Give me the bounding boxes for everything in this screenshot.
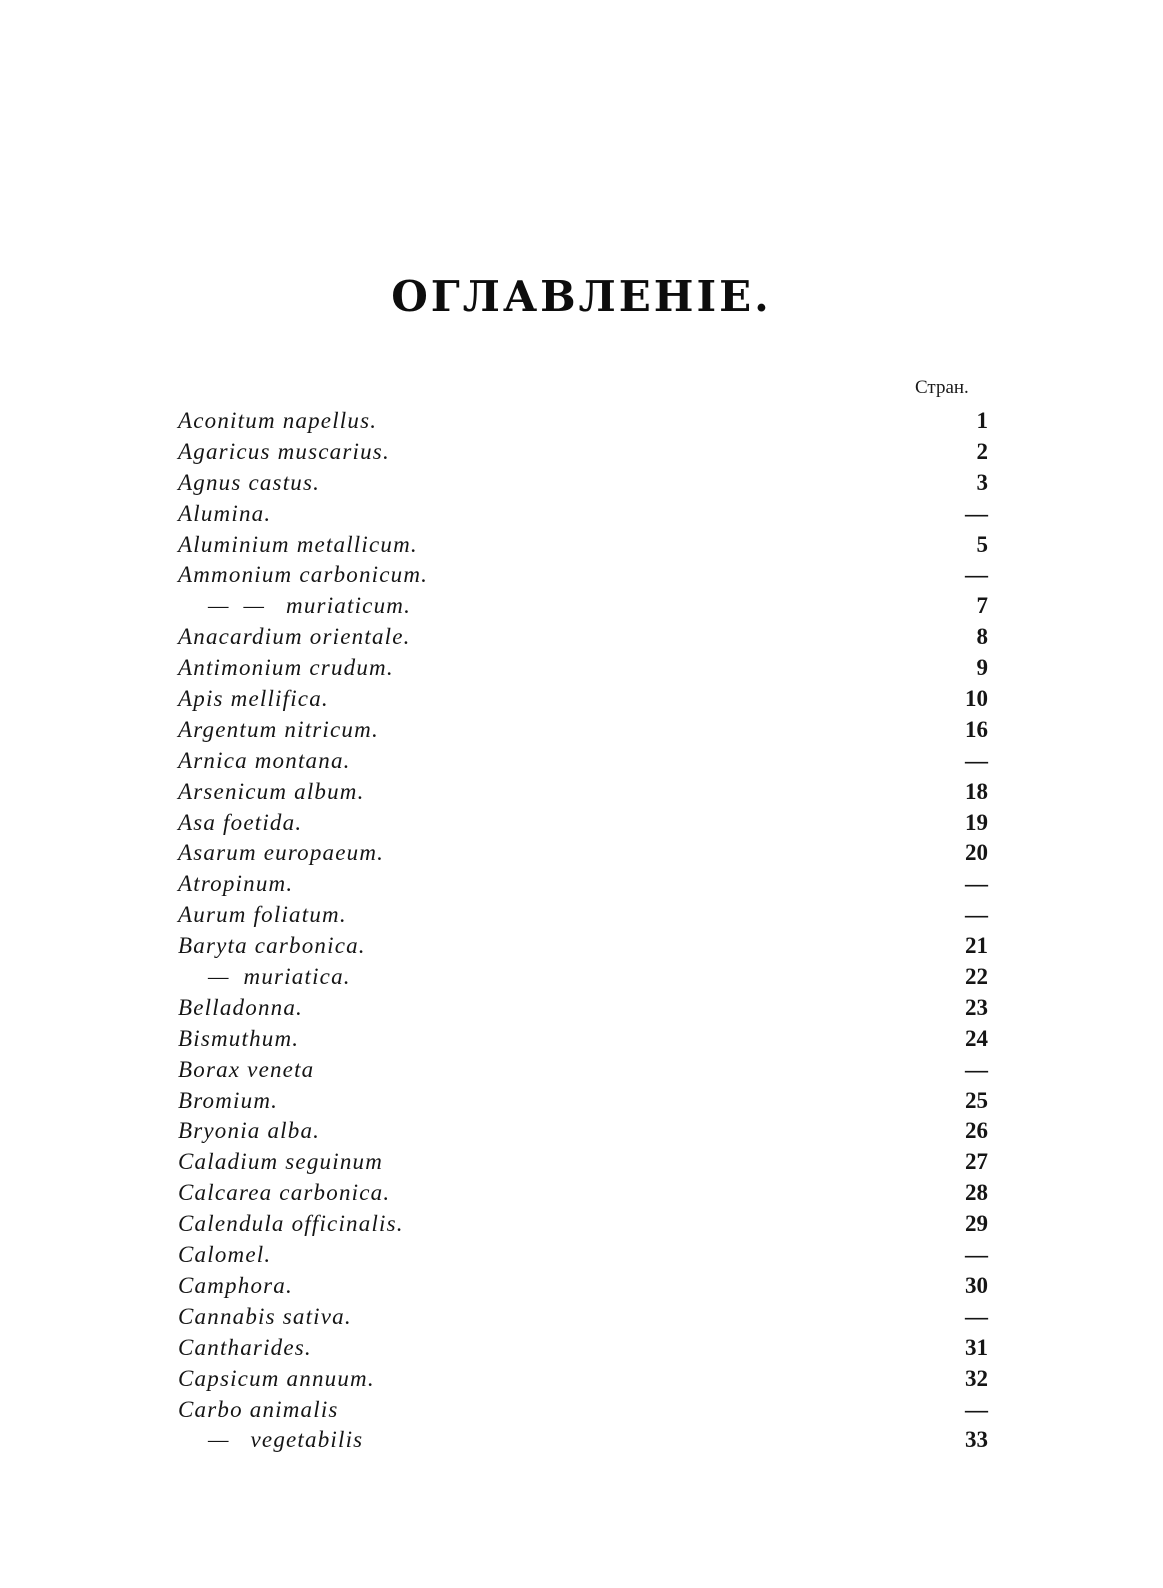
toc-entry-name: Agnus castus.	[178, 469, 321, 495]
toc-entry-page-number: —	[965, 562, 988, 588]
toc-entry-page-number: 1	[976, 408, 988, 433]
toc-entry	[178, 1024, 988, 1055]
toc-entry	[178, 499, 988, 530]
toc-entry-name: Borax veneta	[178, 1056, 315, 1082]
toc-entry	[178, 406, 988, 437]
toc-entry	[178, 1147, 988, 1178]
toc-entry-name: Argentum nitricum.	[178, 716, 379, 742]
toc-entry-page-number: 16	[965, 716, 988, 742]
toc-entry	[178, 1178, 988, 1209]
toc-entry	[178, 777, 988, 808]
toc-entry-page-number: 19	[965, 809, 988, 835]
toc-entry-page-number: 33	[965, 1427, 988, 1453]
toc-entry-page-number: 9	[976, 655, 988, 681]
toc-entry-page-number: 7	[976, 593, 988, 619]
toc-entry	[178, 653, 988, 684]
toc-entry-name: Apis mellifica.	[178, 686, 329, 712]
toc-entry-name: Alumina.	[178, 500, 272, 526]
toc-entry	[178, 1302, 988, 1333]
toc-entry-page-number: 3	[976, 469, 988, 495]
toc-entry-page-number: —	[965, 1056, 988, 1082]
toc-entry-name: Aurum foliatum.	[178, 902, 347, 928]
toc-entry	[178, 869, 988, 900]
toc-entry-name: Arnica montana.	[178, 747, 351, 773]
toc-entry-page-number: —	[965, 500, 988, 526]
toc-entry-page-number: 18	[965, 778, 988, 804]
toc-entry-page-number: —	[965, 871, 988, 897]
toc-entry-page-number: 2	[976, 438, 988, 464]
toc-entry-name: Calendula officinalis.	[178, 1211, 404, 1237]
toc-entry	[178, 591, 988, 622]
toc-entry-name: — muriatica.	[208, 964, 351, 990]
toc-entry-page-number: —	[965, 1396, 988, 1422]
toc-entry-page-number: 8	[976, 624, 988, 650]
toc-entry	[178, 1055, 988, 1086]
toc-entry	[178, 684, 988, 715]
toc-entry-page-number: 28	[965, 1180, 988, 1206]
toc-entry	[178, 530, 988, 561]
toc-entry-page-number: 27	[965, 1149, 988, 1175]
toc-entry-page-number: 20	[965, 840, 988, 866]
toc-entry-name: Ammonium carbonicum.	[178, 562, 429, 588]
toc-entry-name: Capsicum annuum.	[178, 1365, 375, 1391]
toc-entry-page-number: —	[965, 902, 988, 928]
toc-entry-name: Caladium seguinum	[178, 1149, 384, 1175]
toc-entry-page-number: 5	[976, 531, 988, 557]
toc-entry-name: Antimonium crudum.	[178, 655, 394, 681]
toc-entry-name: Baryta carbonica.	[178, 933, 366, 959]
toc-entry	[178, 1086, 988, 1117]
toc-entry	[178, 1333, 988, 1364]
toc-entry-name: — vegetabilis	[208, 1427, 364, 1453]
toc-entry-page-number: 32	[965, 1365, 988, 1391]
toc-entry-name: Asarum europaeum.	[178, 840, 385, 866]
toc-entry-page-number: 21	[965, 933, 988, 959]
toc-entry-page-number: 30	[965, 1272, 988, 1298]
toc-entry	[178, 1395, 988, 1426]
toc-entry-page-number: 25	[965, 1087, 988, 1113]
toc-entry	[178, 746, 988, 777]
toc-entry	[178, 1425, 988, 1456]
toc-entry	[178, 1116, 988, 1147]
toc-entry-name: Asa foetida.	[178, 809, 303, 835]
toc-entry	[178, 560, 988, 591]
toc-entry	[178, 931, 988, 962]
toc-entry	[178, 468, 988, 499]
toc-entry-name: — — muriaticum.	[208, 593, 412, 619]
toc-entry-name: Anacardium orientale.	[178, 624, 411, 650]
toc-entry-name: Atropinum.	[178, 871, 294, 897]
table-of-contents	[178, 406, 988, 1456]
toc-entry-page-number: 23	[965, 994, 988, 1020]
toc-entry-page-number: 22	[965, 964, 988, 990]
toc-entry-name: Cantharides.	[178, 1334, 312, 1360]
toc-entry	[178, 962, 988, 993]
toc-entry-name: Bismuthum.	[178, 1025, 300, 1051]
toc-entry-name: Aluminium metallicum.	[178, 531, 418, 557]
toc-entry-name: Camphora.	[178, 1272, 293, 1298]
toc-entry-page-number: 10	[965, 686, 988, 712]
toc-entry-page-number: —	[965, 1303, 988, 1329]
toc-entry-name: Belladonna.	[178, 994, 303, 1020]
toc-entry-name: Cannabis sativa.	[178, 1303, 352, 1329]
toc-entry-page-number: 24	[965, 1025, 988, 1051]
toc-entry-name: Carbo animalis	[178, 1396, 339, 1422]
toc-entry-name: Aconitum napellus.	[178, 408, 378, 433]
toc-entry	[178, 1209, 988, 1240]
toc-entry-page-number: 29	[965, 1211, 988, 1237]
toc-entry-page-number: 26	[965, 1118, 988, 1144]
toc-entry	[178, 715, 988, 746]
toc-entry	[178, 900, 988, 931]
toc-entry-page-number: 31	[965, 1334, 988, 1360]
toc-entry-page-number: —	[965, 747, 988, 773]
toc-entry	[178, 437, 988, 468]
toc-entry-name: Calcarea carbonica.	[178, 1180, 391, 1206]
toc-entry	[178, 1240, 988, 1271]
toc-entry-name: Calomel.	[178, 1242, 272, 1268]
toc-entry-name: Arsenicum album.	[178, 778, 365, 804]
toc-entry-page-number: —	[965, 1242, 988, 1268]
page-title: ОГЛАВЛЕНІЕ.	[391, 272, 772, 321]
toc-entry	[178, 622, 988, 653]
toc-entry	[178, 808, 988, 839]
toc-entry-name: Agaricus muscarius.	[178, 438, 390, 464]
toc-entry	[178, 1271, 988, 1302]
toc-entry-name: Bromium.	[178, 1087, 279, 1113]
toc-entry	[178, 1364, 988, 1395]
toc-entry	[178, 838, 988, 869]
toc-entry-name: Bryonia alba.	[178, 1118, 321, 1144]
page-column-header: Стран.	[915, 377, 969, 398]
toc-entry	[178, 993, 988, 1024]
